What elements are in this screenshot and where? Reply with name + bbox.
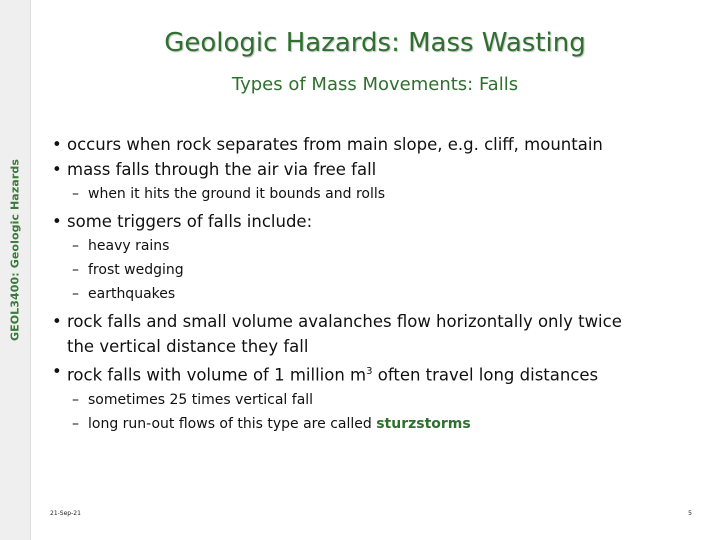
bullet-icon: • — [52, 135, 62, 154]
bullet-item — [52, 157, 692, 182]
bullet-text-continued: the vertical distance they fall — [67, 337, 309, 356]
bullet-item — [52, 359, 692, 388]
slide-subtitle: Types of Mass Movements: Falls — [231, 74, 519, 95]
sub-bullet-text: when it hits the ground it bounds and rolls — [88, 186, 386, 202]
sub-bullet-item — [52, 182, 692, 206]
dash-icon: – — [72, 415, 79, 432]
dash-icon: – — [72, 391, 79, 408]
bullet-text: mass falls through the air via free fall — [67, 160, 377, 179]
page-number: 5 — [688, 510, 692, 517]
slide-title: Geologic Hazards: Mass Wasting — [164, 28, 586, 58]
bullet-text: rock falls with volume of 1 million m — [67, 365, 367, 385]
slide-content — [52, 132, 692, 436]
bullet-text-continued: often travel long distances — [372, 365, 599, 385]
dash-icon: – — [72, 286, 79, 302]
bullet-icon: • — [52, 312, 62, 331]
dash-icon: – — [72, 238, 79, 254]
sub-bullet-item — [52, 412, 692, 436]
bullet-item — [52, 132, 692, 157]
highlight-term: sturzstorms — [376, 415, 471, 432]
bullet-icon: • — [52, 160, 62, 179]
bullet-text: occurs when rock separates from main slope, e.g. cliff, mountain — [67, 135, 603, 154]
sub-bullet-item — [52, 282, 692, 306]
sub-bullet-text: sometimes 25 times vertical fall — [88, 391, 314, 408]
dash-icon: – — [72, 186, 79, 202]
footer-date: 21-Sep-21 — [50, 510, 81, 517]
superscript: 3 — [366, 366, 373, 377]
sub-bullet-text: earthquakes — [88, 286, 176, 302]
bullet-icon: • — [52, 362, 62, 381]
sub-bullet-item — [52, 234, 692, 258]
bullet-item — [52, 309, 692, 359]
bullet-item — [52, 209, 692, 234]
course-label: GEOL3400: Geologic Hazards — [8, 158, 22, 342]
sub-bullet-text: heavy rains — [88, 238, 170, 254]
bullet-text: some triggers of falls include: — [67, 212, 313, 231]
sub-bullet-text: long run-out flows of this type are called — [88, 415, 377, 432]
bullet-text: rock falls and small volume avalanches flow horizontally only twice — [67, 312, 622, 331]
bullet-icon: • — [52, 212, 62, 231]
dash-icon: – — [72, 262, 79, 278]
sidebar — [0, 0, 31, 540]
sub-bullet-item — [52, 258, 692, 282]
sub-bullet-item — [52, 388, 692, 412]
sub-bullet-text: frost wedging — [88, 262, 184, 278]
